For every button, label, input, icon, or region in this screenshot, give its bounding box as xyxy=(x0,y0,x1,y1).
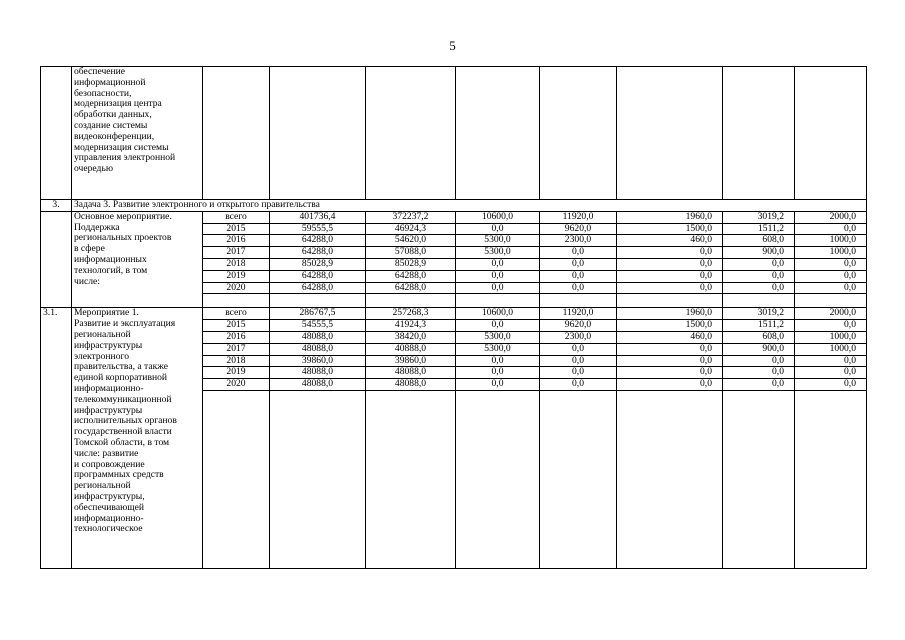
value-cell: 0,0 xyxy=(540,270,617,282)
value-cell: 0,0 xyxy=(540,355,617,367)
year-cell: 2017 xyxy=(203,247,270,259)
value-cell: 0,0 xyxy=(795,258,867,270)
value-cell: 0,0 xyxy=(723,282,795,294)
value-cell: 0,0 xyxy=(617,379,723,391)
value-cell: 0,0 xyxy=(540,367,617,379)
continuation-text: обеспечение информационной безопасности, модернизация центра обработки данных, создание системы видеоконференции, модернизация системы управления электронной очередью xyxy=(72,67,203,200)
value-cell: 401736,4 xyxy=(270,211,366,223)
value-cell: 1000,0 xyxy=(795,235,867,247)
value-cell: 0,0 xyxy=(456,379,540,391)
value-cell: 64288,0 xyxy=(270,270,366,282)
value-cell: 3019,2 xyxy=(723,308,795,320)
value-cell: 0,0 xyxy=(456,367,540,379)
budget-table xyxy=(40,66,867,569)
value-cell: 48088,0 xyxy=(270,343,366,355)
value-cell: 11920,0 xyxy=(540,211,617,223)
value-cell: 0,0 xyxy=(617,258,723,270)
value-cell: 0,0 xyxy=(617,270,723,282)
value-cell: 54620,0 xyxy=(366,235,456,247)
row-number xyxy=(41,211,72,308)
task-row xyxy=(41,200,867,212)
value-cell: 0,0 xyxy=(456,320,540,332)
value-cell: 48088,0 xyxy=(270,367,366,379)
year-cell: 2016 xyxy=(203,235,270,247)
year-cell: 2018 xyxy=(203,258,270,270)
value-cell: 0,0 xyxy=(795,282,867,294)
value-cell: 0,0 xyxy=(540,343,617,355)
value-cell: 3019,2 xyxy=(723,211,795,223)
value-cell: 1500,0 xyxy=(617,320,723,332)
value-cell: 9620,0 xyxy=(540,320,617,332)
value-cell: 2000,0 xyxy=(795,211,867,223)
value-cell: 0,0 xyxy=(795,270,867,282)
value-cell: 0,0 xyxy=(540,282,617,294)
value-cell: 1960,0 xyxy=(617,211,723,223)
value-cell: 64288,0 xyxy=(270,282,366,294)
value-cell: 0,0 xyxy=(456,270,540,282)
value-cell: 0,0 xyxy=(456,355,540,367)
table-row xyxy=(41,211,867,223)
year-cell: 2015 xyxy=(203,320,270,332)
year-cell: 2020 xyxy=(203,282,270,294)
value-cell: 48088,0 xyxy=(270,379,366,391)
value-cell: 900,0 xyxy=(723,247,795,259)
year-cell: 2017 xyxy=(203,343,270,355)
value-cell: 39860,0 xyxy=(270,355,366,367)
value-cell: 1000,0 xyxy=(795,343,867,355)
value-cell: 1960,0 xyxy=(617,308,723,320)
value-cell: 39860,0 xyxy=(366,355,456,367)
value-cell: 1511,2 xyxy=(723,223,795,235)
value-cell: 0,0 xyxy=(540,258,617,270)
page-number: 5 xyxy=(449,38,456,53)
value-cell: 41924,3 xyxy=(366,320,456,332)
value-cell: 5300,0 xyxy=(456,247,540,259)
value-cell: 59555,5 xyxy=(270,223,366,235)
value-cell: 9620,0 xyxy=(540,223,617,235)
value-cell: 0,0 xyxy=(723,367,795,379)
value-cell: 0,0 xyxy=(723,379,795,391)
year-cell: 2019 xyxy=(203,367,270,379)
value-cell: 48088,0 xyxy=(270,331,366,343)
value-cell: 0,0 xyxy=(456,223,540,235)
value-cell: 1000,0 xyxy=(795,247,867,259)
value-cell: 0,0 xyxy=(540,247,617,259)
value-cell: 64288,0 xyxy=(366,282,456,294)
value-cell: 2300,0 xyxy=(540,331,617,343)
value-cell: 0,0 xyxy=(723,258,795,270)
year-cell: всего xyxy=(203,211,270,223)
value-cell: 48088,0 xyxy=(366,367,456,379)
value-cell: 257268,3 xyxy=(366,308,456,320)
value-cell: 0,0 xyxy=(723,270,795,282)
continuation-row xyxy=(41,67,867,200)
value-cell: 1500,0 xyxy=(617,223,723,235)
value-cell: 54555,5 xyxy=(270,320,366,332)
value-cell: 64288,0 xyxy=(366,270,456,282)
value-cell: 0,0 xyxy=(795,223,867,235)
value-cell: 10600,0 xyxy=(456,211,540,223)
value-cell: 0,0 xyxy=(540,379,617,391)
value-cell: 64288,0 xyxy=(270,247,366,259)
value-cell: 0,0 xyxy=(617,282,723,294)
value-cell: 2300,0 xyxy=(540,235,617,247)
value-cell: 0,0 xyxy=(456,282,540,294)
value-cell: 48088,0 xyxy=(366,379,456,391)
year-cell: 2019 xyxy=(203,270,270,282)
value-cell: 0,0 xyxy=(795,379,867,391)
value-cell: 5300,0 xyxy=(456,235,540,247)
table-row xyxy=(41,308,867,320)
value-cell: 0,0 xyxy=(617,247,723,259)
value-cell: 0,0 xyxy=(795,355,867,367)
value-cell: 1000,0 xyxy=(795,331,867,343)
value-cell: 460,0 xyxy=(617,331,723,343)
num-cell xyxy=(41,67,72,200)
row-number: 3.1. xyxy=(41,308,72,569)
value-cell: 0,0 xyxy=(723,355,795,367)
value-cell: 0,0 xyxy=(617,355,723,367)
value-cell: 372237,2 xyxy=(366,211,456,223)
value-cell: 0,0 xyxy=(795,320,867,332)
value-cell: 38420,0 xyxy=(366,331,456,343)
year-cell: 2018 xyxy=(203,355,270,367)
value-cell: 2000,0 xyxy=(795,308,867,320)
value-cell: 1511,2 xyxy=(723,320,795,332)
task-number: 3. xyxy=(41,200,72,212)
value-cell: 900,0 xyxy=(723,343,795,355)
event-name: Мероприятие 1. Развитие и эксплуатация региональной инфраструктуры электронного правительства, а также единой корпоративной информационно- телекоммуникационной инфраструктуры исполнительных органов государственной власти Томской области, в том числе: развитие и сопровождение программных средств региональной инфраструктуры, обеспечивающей информационно- технологическое xyxy=(72,308,203,569)
value-cell: 608,0 xyxy=(723,331,795,343)
value-cell: 608,0 xyxy=(723,235,795,247)
value-cell: 40888,0 xyxy=(366,343,456,355)
year-cell: 2015 xyxy=(203,223,270,235)
task-title: Задача 3. Развитие электронного и открытого правительства xyxy=(72,200,867,212)
value-cell: 57088,0 xyxy=(366,247,456,259)
value-cell: 0,0 xyxy=(617,367,723,379)
year-cell: всего xyxy=(203,308,270,320)
value-cell: 85028,9 xyxy=(270,258,366,270)
value-cell: 286767,5 xyxy=(270,308,366,320)
value-cell: 11920,0 xyxy=(540,308,617,320)
value-cell: 85028,9 xyxy=(366,258,456,270)
value-cell: 460,0 xyxy=(617,235,723,247)
value-cell: 0,0 xyxy=(617,343,723,355)
value-cell: 5300,0 xyxy=(456,331,540,343)
value-cell: 10600,0 xyxy=(456,308,540,320)
value-cell: 64288,0 xyxy=(270,235,366,247)
value-cell: 5300,0 xyxy=(456,343,540,355)
year-cell: 2016 xyxy=(203,331,270,343)
event-name: Основное мероприятие. Поддержка региональных проектов в сфере информационных технологий, в том числе: xyxy=(72,211,203,308)
year-cell: 2020 xyxy=(203,379,270,391)
value-cell: 0,0 xyxy=(795,367,867,379)
value-cell: 46924,3 xyxy=(366,223,456,235)
value-cell: 0,0 xyxy=(456,258,540,270)
